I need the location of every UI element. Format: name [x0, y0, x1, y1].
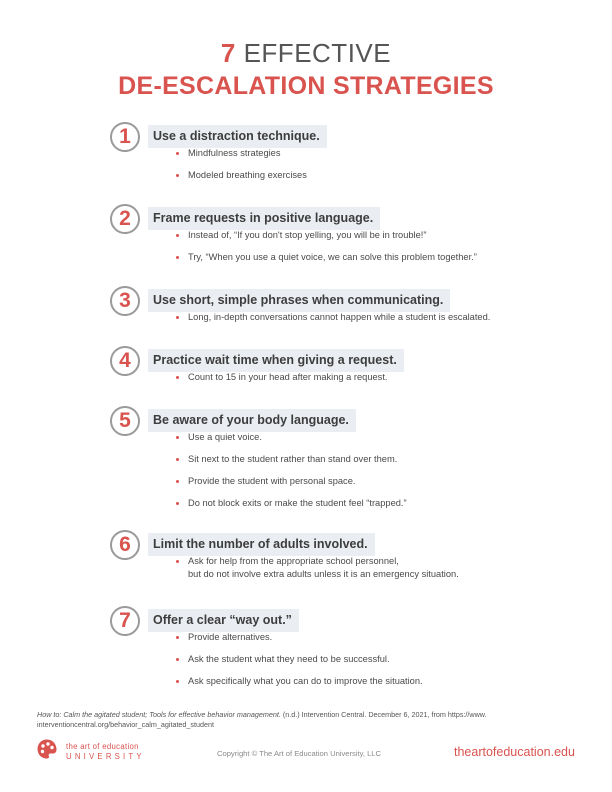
bullet-dot-icon — [176, 234, 179, 237]
copyright: Copyright © The Art of Education University, LLC — [217, 749, 382, 758]
number-badge: 5 — [110, 406, 140, 436]
bullet-item: Do not block exits or make the student feel “trapped.” — [174, 497, 594, 510]
citation-url[interactable]: interventioncentral.org/behavior_calm_agitated_student — [37, 719, 215, 729]
citation-source: (n.d.) Intervention Central. December 6, 2021, from https://www. — [280, 710, 487, 719]
bullet-item: Try, “When you use a quiet voice, we can solve this problem together.” — [174, 251, 594, 264]
palette-logo-icon — [36, 738, 58, 760]
website-link[interactable]: theartofeducation.edu — [454, 745, 575, 759]
bullet-item: Modeled breathing exercises — [174, 169, 594, 182]
bullet-list — [174, 229, 594, 273]
strategy-heading: Frame requests in positive language. — [148, 207, 380, 230]
bullet-item: Count to 15 in your head after making a request. — [174, 371, 594, 384]
bullet-list — [174, 371, 594, 393]
bullet-dot-icon — [176, 680, 179, 683]
bullet-item: Mindfulness strategies — [174, 147, 594, 160]
strategy-heading: Use short, simple phrases when communicating. — [148, 289, 450, 312]
bullet-dot-icon — [176, 502, 179, 505]
strategy-heading: Practice wait time when giving a request. — [148, 349, 404, 372]
title-line-1 — [0, 38, 612, 69]
bullet-item: Long, in-depth conversations cannot happen while a student is escalated. — [174, 311, 594, 324]
bullet-dot-icon — [176, 636, 179, 639]
bullet-list — [174, 431, 594, 519]
number-badge: 1 — [110, 122, 140, 152]
bullet-item: Instead of, “If you don't stop yelling, you will be in trouble!” — [174, 229, 594, 242]
number-badge: 2 — [110, 204, 140, 234]
bullet-item: Provide the student with personal space. — [174, 475, 594, 488]
citation-title: How to: Calm the agitated student; Tools for effective behavior management. — [37, 710, 281, 719]
bullet-dot-icon — [176, 256, 179, 259]
number-badge: 7 — [110, 606, 140, 636]
strategy-heading: Be aware of your body language. — [148, 409, 356, 432]
bullet-dot-icon — [176, 458, 179, 461]
bullet-item: Use a quiet voice. — [174, 431, 594, 444]
strategy-heading: Offer a clear “way out.” — [148, 609, 299, 632]
bullet-list — [174, 311, 594, 333]
number-badge: 3 — [110, 286, 140, 316]
bullet-list — [174, 555, 594, 590]
bullet-dot-icon — [176, 174, 179, 177]
bullet-dot-icon — [176, 480, 179, 483]
title-number: 7 — [220, 38, 236, 68]
bullet-item: Ask for help from the appropriate school personnel, but do not involve extra adults unless it is an emergency situation. — [174, 555, 594, 581]
number-badge: 4 — [110, 346, 140, 376]
bullet-item: Ask the student what they need to be successful. — [174, 653, 594, 666]
title-line-2: DE-ESCALATION STRATEGIES — [118, 72, 494, 100]
bullet-dot-icon — [176, 560, 179, 563]
bullet-item: Provide alternatives. — [174, 631, 594, 644]
bullet-dot-icon — [176, 152, 179, 155]
bullet-item: Ask specifically what you can do to improve the situation. — [174, 675, 594, 688]
logo-line-2: UNIVERSITY — [66, 752, 145, 761]
bullet-list — [174, 631, 594, 697]
strategy-heading: Limit the number of adults involved. — [148, 533, 375, 556]
strategy-heading: Use a distraction technique. — [148, 125, 327, 148]
title-effective: EFFECTIVE — [235, 38, 392, 68]
bullet-dot-icon — [176, 376, 179, 379]
bullet-dot-icon — [176, 658, 179, 661]
logo-wordmark — [66, 742, 145, 762]
logo-line-1: the art of education — [66, 742, 139, 751]
bullet-item: Sit next to the student rather than stand over them. — [174, 453, 594, 466]
bullet-list — [174, 147, 594, 191]
number-badge: 6 — [110, 530, 140, 560]
citation — [37, 710, 577, 729]
bullet-dot-icon — [176, 316, 179, 319]
bullet-dot-icon — [176, 436, 179, 439]
